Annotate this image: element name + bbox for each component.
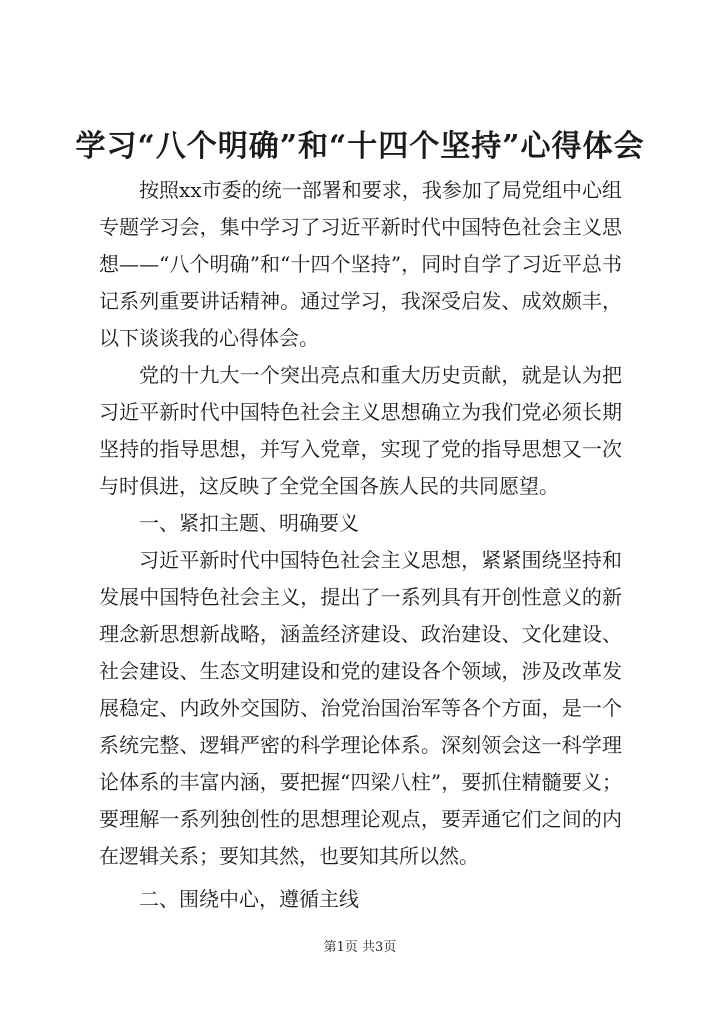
section-1-paragraph: 习近平新时代中国特色社会主义思想，紧紧围绕坚持和发展中国特色社会主义，提出了一系列具有开创性意义的新理念新思想新战略，涵盖经济建设、政治建设、文化建设、社会建设、生态文明建设和党的建设各个领域，涉及改革发展稳定、内政外交国防、治党治国治军等各个方面，是一个系统完整、逻辑严密的科学理论体系。深刻领会这一科学理论体系的丰富内涵，要把握“四梁八柱”，要抓住精髓要义；要理解一系列独创性的思想理论观点，要弄通它们之间的内在逻辑关系；要知其然，也要知其所以然。 <box>99 548 622 868</box>
section-heading-2: 二、围绕中心，遵循主线 <box>139 887 359 911</box>
paragraph-intro: 按照xx市委的统一部署和要求，我参加了局党组中心组专题学习会，集中学习了习近平新时代中国特色社会主义思想——“八个明确”和“十四个坚持”，同时自学了习近平总书记系列重要讲话精神。通过学习，我深受启发、成效颇丰，以下谈谈我的心得体会。 <box>99 178 622 350</box>
document-title: 学习“八个明确”和“十四个坚持”心得体会 <box>75 129 645 164</box>
section-heading-1: 一、紧扣主题、明确要义 <box>139 511 359 535</box>
document-body <box>99 172 622 918</box>
paragraph-background: 党的十九大一个突出亮点和重大历史贡献，就是认为把习近平新时代中国特色社会主义思想确立为我们党必须长期坚持的指导思想，并写入党章，实现了党的指导思想又一次与时俱进，这反映了全党全国各族人民的共同愿望。 <box>99 363 622 498</box>
page-number-footer: 第1页 共3页 <box>323 940 397 955</box>
